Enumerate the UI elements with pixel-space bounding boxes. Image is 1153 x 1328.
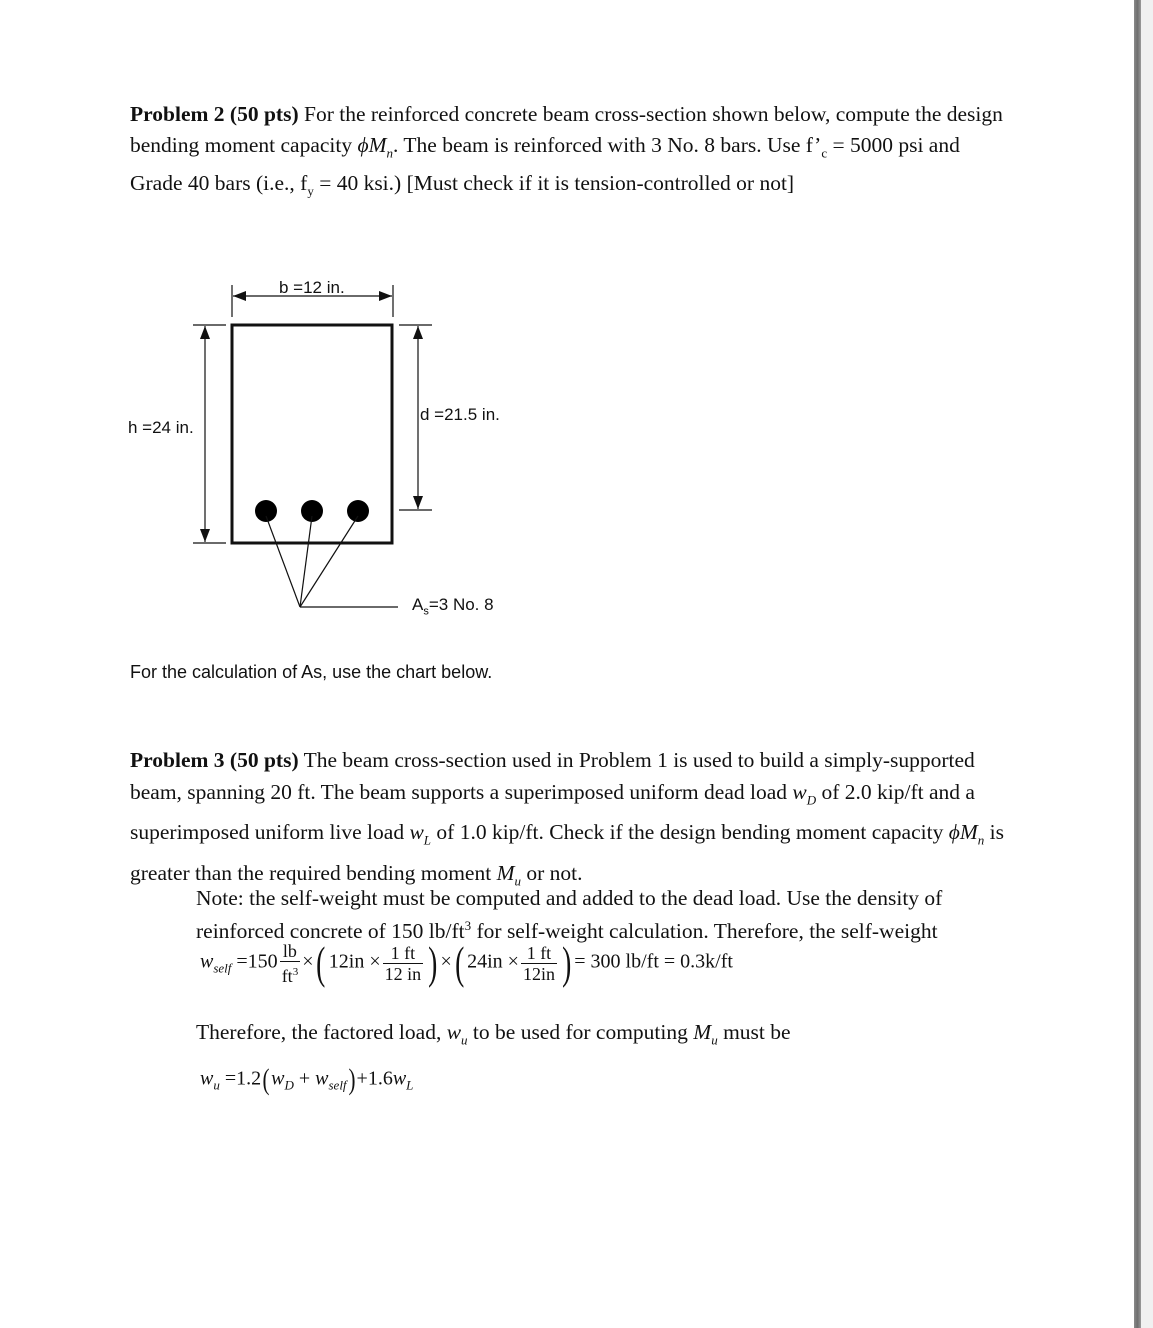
leader-2 bbox=[300, 516, 312, 607]
beam-cross-section-diagram bbox=[0, 270, 600, 630]
page-edge bbox=[1141, 0, 1153, 1328]
as-label: $A_s=3$ No. 8 bbox=[412, 595, 494, 618]
b-arrow-left bbox=[233, 291, 246, 301]
leader-1 bbox=[266, 516, 300, 607]
problem-3-text: Problem 3 (50 pts) The beam cross-section used in Problem 1 is used to build a simply-supported beam, spanning 20 ft. The beam supports a superimposed uniform dead load $w_D$ of 2.0 kip/ft and a superimposed uniform live load $w_L$ of 1.0 kip/ft. Check if the design bending moment capacity $\phi M_n$ is greater than the required bending moment $M_u$ or not. bbox=[130, 748, 1004, 888]
d-arrow-top bbox=[413, 326, 423, 339]
h-arrow-top bbox=[200, 326, 210, 339]
note-text: Note: the self-weight must be computed and added to the dead load. Use the density of reinforced concrete of 150 $lb/ft^3$ for self-weight calculation. Therefore, the self-weight bbox=[196, 886, 943, 944]
d-label: d =21.5 in. bbox=[420, 405, 500, 424]
b-label: b =12 in. bbox=[279, 278, 345, 297]
h-label: h =24 in. bbox=[128, 418, 194, 437]
page-border bbox=[1134, 0, 1141, 1328]
h-arrow-bottom bbox=[200, 529, 210, 542]
rebar-3 bbox=[347, 500, 369, 522]
chart-note: For the calculation of As, use the chart below. bbox=[130, 662, 493, 682]
problem-2-text: Problem 2 (50 pts) For the reinforced concrete beam cross-section shown below, compute the design bending moment capacity $\phi M_n$. The beam is reinforced with 3 No. 8 bars. Use $f’_c = 5000$ psi and Grade 40 bars (i.e., $f_y = 40$ ksi.) [Must check if it is tension-controlled or not] bbox=[130, 102, 1003, 199]
b-arrow-right bbox=[379, 291, 392, 301]
leader-3 bbox=[300, 516, 358, 607]
factored-load-text: Therefore, the factored load, $w_u$ to be used for computing $M_u$ must be bbox=[196, 1020, 791, 1048]
d-arrow-bottom bbox=[413, 496, 423, 509]
rebar-1 bbox=[255, 500, 277, 522]
factored-load-equation: $w_u =1.2(w_D + w_{self})+1.6w_L$ bbox=[200, 1063, 414, 1096]
problem-2-title: Problem 2 (50 pts) bbox=[130, 102, 299, 126]
problem-3-title: Problem 3 (50 pts) bbox=[130, 748, 299, 772]
self-weight-equation: $w_{self} =150$ $\frac{lb}{ft^3}$ ×( 12in × $\frac{1 ft}{12 in}$ ) ×( 24in × $\frac{1 ft}{12in}$ ) = 300 lb/ft = 0.3k/ft bbox=[200, 937, 733, 988]
